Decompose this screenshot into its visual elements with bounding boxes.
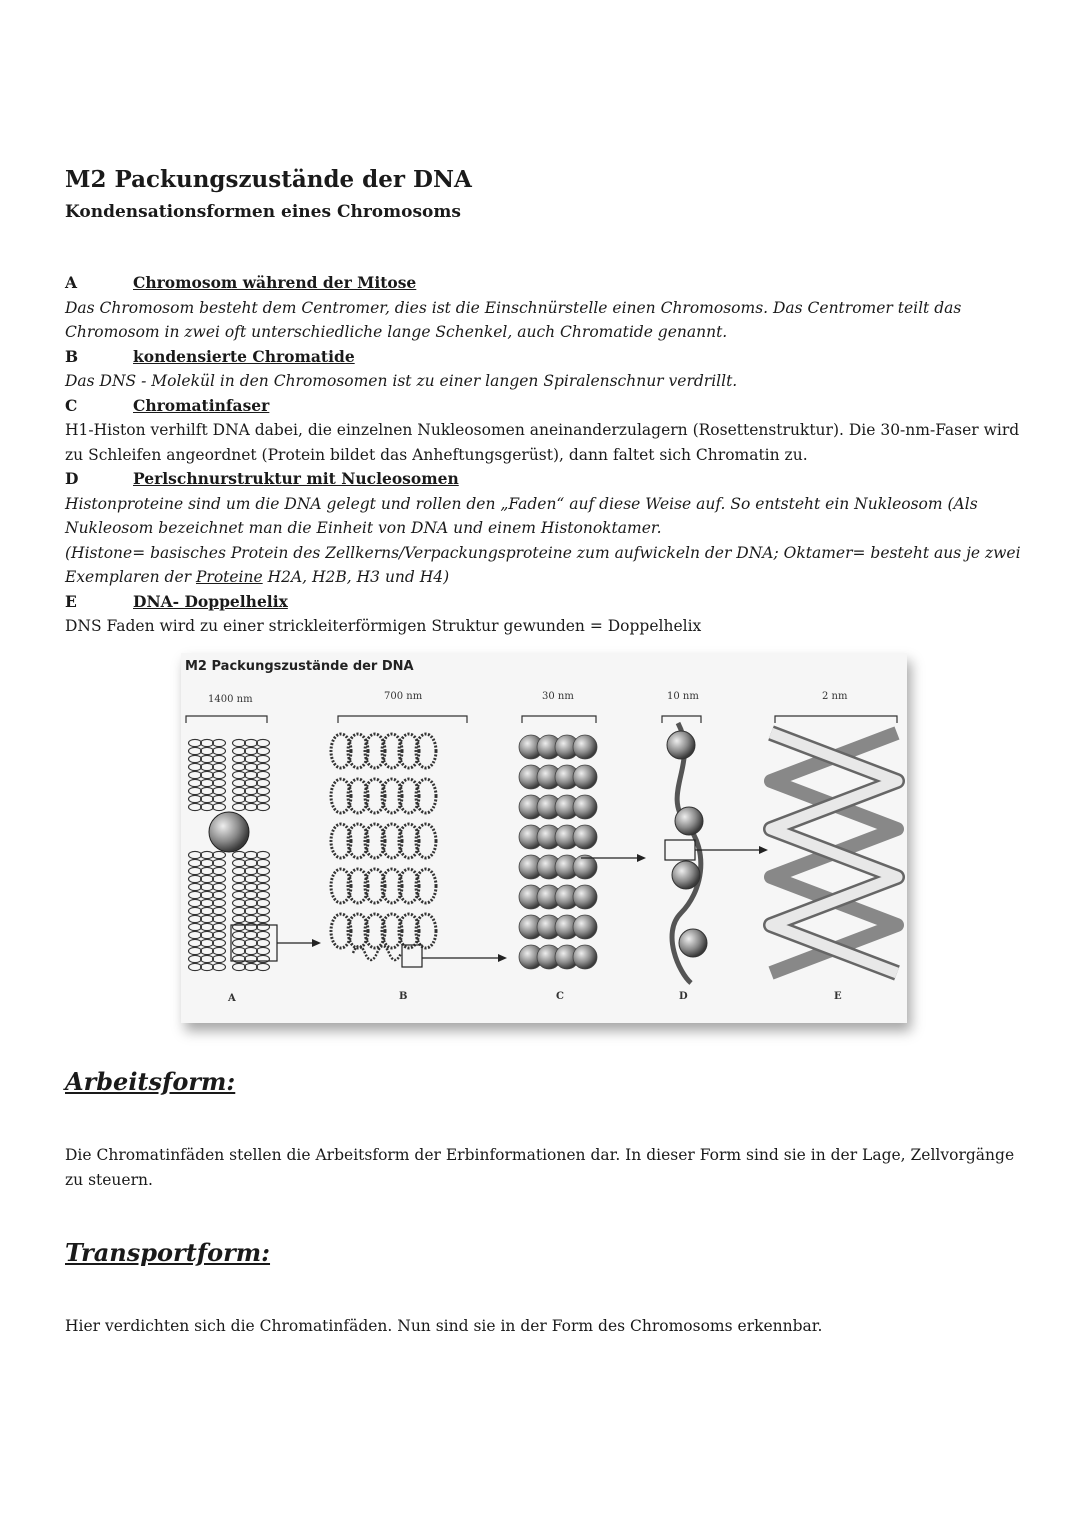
stage-label-d: D [679, 991, 688, 1002]
section-letter: D [65, 469, 79, 488]
chromatin-coil [257, 907, 270, 914]
chromatin-coil [189, 947, 202, 954]
chromatin-coil [201, 915, 214, 922]
nucleosome [675, 807, 703, 835]
chromatin-coil [245, 787, 258, 794]
dna-packing-figure [181, 653, 907, 1023]
chromatin-coil [213, 883, 226, 890]
chromatin-coil [213, 771, 226, 778]
arrow-head [312, 939, 321, 947]
chromatin-coil [245, 747, 258, 754]
chromatin-coil [233, 859, 246, 866]
chromatin-coil [189, 899, 202, 906]
chromatin-coil [245, 763, 258, 770]
chromatin-coil [189, 963, 202, 970]
chromatin-coil [213, 923, 226, 930]
chromatin-coil [189, 955, 202, 962]
nucleosome [573, 735, 597, 759]
chromatin-coil [189, 747, 202, 754]
chromatin-coil [201, 923, 214, 930]
chromatin-coil [201, 851, 214, 858]
chromatin-coil [189, 787, 202, 794]
chromatin-coil [213, 963, 226, 970]
chromatin-coil [189, 867, 202, 874]
chromatin-coil [189, 859, 202, 866]
chromatin-coil [245, 779, 258, 786]
chromatin-coil [245, 939, 258, 946]
chromatin-coil [189, 907, 202, 914]
chromatin-coil [245, 907, 258, 914]
chromatin-coil [189, 795, 202, 802]
scale-label-d: 10 nm [667, 691, 699, 702]
chromatin-coil [245, 875, 258, 882]
chromatin-coil [233, 875, 246, 882]
chromatin-coil [257, 763, 270, 770]
chromatin-coil [201, 891, 214, 898]
chromatin-coil [189, 779, 202, 786]
nucleosome [672, 861, 700, 889]
stage-label-e: E [834, 991, 842, 1002]
chromatin-coil [257, 883, 270, 890]
chromatin-coil [189, 931, 202, 938]
chromatin-coil [189, 875, 202, 882]
chromatin-coil [245, 771, 258, 778]
chromatin-coil [189, 891, 202, 898]
section-a-heading [65, 271, 1025, 296]
chromatin-coil [245, 739, 258, 746]
chromatin-coil [233, 763, 246, 770]
page-title: M2 Packungszustände der DNA [65, 166, 472, 193]
chromatin-coil [245, 891, 258, 898]
chromatin-coil [257, 859, 270, 866]
transportform-text: Hier verdichten sich die Chromatinfäden. Nun sind sie in der Form des Chromosoms erkennbar. [65, 1317, 823, 1335]
chromatin-coil [245, 963, 258, 970]
chromatin-coil [213, 787, 226, 794]
scale-label-a: 1400 nm [208, 694, 253, 705]
section-title: DNA- Doppelhelix [133, 591, 288, 611]
chromatin-coil [233, 803, 246, 810]
section-d-text: Histonproteine sind um die DNA gelegt und rollen den „Faden“ auf diese Weise auf. So entsteht ein Nukleosom (Als Nukleosom bezeichnet man die Einheit von DNA und einem Histonoktamer. [65, 494, 978, 537]
chromatin-coil [189, 771, 202, 778]
chromatin-coil [233, 867, 246, 874]
section-title: Chromosom während der Mitose [133, 273, 417, 292]
chromatin-coil [189, 803, 202, 810]
chromatin-coil [257, 947, 270, 954]
section-title: Chromatinfaser [133, 395, 270, 415]
chromatin-coil [233, 787, 246, 794]
chromatin-coil [189, 851, 202, 858]
section-c-text: H1-Histon verhilft DNA dabei, die einzelnen Nukleosomen aneinanderzulagern (Rosettenstruktur). Die 30-nm-Faser wird zu Schleifen angeordnet (Protein bildet das Anheftungsgerüst), dann faltet sich Chromatin zu. [65, 421, 1020, 464]
chromatin-coil [233, 771, 246, 778]
chromatin-coil [257, 867, 270, 874]
chromatin-coil [201, 867, 214, 874]
scale-label-e: 2 nm [822, 691, 848, 702]
section-title: kondensierte Chromatide [133, 346, 355, 366]
chromatin-coil [201, 787, 214, 794]
chromatin-coil [233, 939, 246, 946]
chromatin-coil [213, 803, 226, 810]
page-subtitle: Kondensationsformen eines Chromosoms [65, 202, 461, 222]
chromatin-coil [233, 947, 246, 954]
chromatin-coil [201, 771, 214, 778]
chromatin-coil [245, 899, 258, 906]
chromatin-coil [257, 931, 270, 938]
stage-label-a: A [228, 993, 236, 1004]
chromatin-coil [201, 747, 214, 754]
chromatin-coil [233, 891, 246, 898]
chromatin-coil [201, 955, 214, 962]
chromatin-coil [245, 803, 258, 810]
chromatin-coil [245, 931, 258, 938]
sections-list [65, 271, 1025, 639]
chromatin-coil [233, 963, 246, 970]
chromatin-coil [245, 859, 258, 866]
chromatin-coil [201, 795, 214, 802]
chromatin-coil [257, 755, 270, 762]
chromatin-coil [213, 915, 226, 922]
chromatin-coil [257, 787, 270, 794]
chromatin-coil [257, 939, 270, 946]
chromatin-coil [213, 779, 226, 786]
chromatin-coil [189, 739, 202, 746]
nucleosome [573, 915, 597, 939]
section-d-heading [65, 467, 1025, 492]
chromatin-coil [213, 795, 226, 802]
nucleosome [573, 885, 597, 909]
chromatin-coil [233, 755, 246, 762]
section-letter: C [65, 395, 78, 415]
chromatin-coil [201, 763, 214, 770]
chromatin-coil [257, 891, 270, 898]
chromatin-coil [189, 763, 202, 770]
section-d-note [65, 541, 1025, 590]
section-b-text: Das DNS - Molekül in den Chromosomen ist zu einer langen Spiralenschnur verdrillt. [65, 372, 738, 390]
chromatin-coil [233, 747, 246, 754]
section-letter: A [65, 273, 78, 292]
chromatin-coil [213, 755, 226, 762]
section-e-heading [65, 590, 1025, 615]
chromatin-coil [189, 915, 202, 922]
chromatin-coil [245, 947, 258, 954]
chromatin-coil [257, 915, 270, 922]
section-e-text: DNS Faden wird zu einer strickleiterförmigen Struktur gewunden = Doppelhelix [65, 617, 702, 635]
chromatin-coil [257, 795, 270, 802]
nucleosome [573, 825, 597, 849]
chromatin-coil [213, 939, 226, 946]
chromatin-coil [189, 755, 202, 762]
chromatin-coil [201, 907, 214, 914]
chromatin-coil [257, 803, 270, 810]
chromatin-coil [213, 891, 226, 898]
chromatin-coil [201, 947, 214, 954]
chromatin-coil [233, 779, 246, 786]
chromatin-coil [201, 963, 214, 970]
note-text: (Histone= basisches Protein des Zellkerns/Verpackungsproteine zum aufwickeln der DNA; Oktamer= besteht aus je zwei Exemplaren der [65, 543, 1021, 586]
chromatin-coil [245, 755, 258, 762]
chromatin-coil [213, 867, 226, 874]
arrow-head [498, 954, 507, 962]
note-text-end: H2A, H2B, H3 und H4) [262, 568, 450, 586]
chromatin-coil [201, 931, 214, 938]
chromatin-coil [233, 915, 246, 922]
chromatin-coil [233, 907, 246, 914]
chromatin-coil [201, 803, 214, 810]
section-a-text: Das Chromosom besteht dem Centromer, dies ist die Einschnürstelle einen Chromosoms. Das Centromer teilt das Chromosom in zwei oft unterschiedliche lange Schenkel, auch Chromatide genannt. [65, 298, 962, 341]
chromatin-coil [233, 851, 246, 858]
chromatin-coil [257, 747, 270, 754]
chromatin-coil [213, 763, 226, 770]
scale-bracket [338, 716, 467, 723]
zoom-box [665, 840, 695, 860]
section-letter: B [65, 346, 79, 366]
nucleosome [573, 945, 597, 969]
chromatin-coil [189, 883, 202, 890]
chromatin-coil [201, 875, 214, 882]
chromatin-coil [257, 851, 270, 858]
chromatin-coil [245, 867, 258, 874]
figure-title: M2 Packungszustände der DNA [185, 659, 414, 674]
stage-label-c: C [556, 991, 564, 1002]
centromere [209, 812, 249, 852]
chromatin-coil [201, 755, 214, 762]
chromatin-coil [233, 795, 246, 802]
chromatin-coil [245, 883, 258, 890]
chromatin-coil [213, 739, 226, 746]
chromatin-coil [245, 851, 258, 858]
nucleosome [573, 765, 597, 789]
nucleosome [573, 795, 597, 819]
arbeitsform-text: Die Chromatinfäden stellen die Arbeitsform der Erbinformationen dar. In dieser Form sind sie in der Lage, Zellvorgänge zu steuern. [65, 1146, 1015, 1189]
chromatin-coil [233, 931, 246, 938]
chromatin-coil [201, 899, 214, 906]
chromatin-coil [257, 779, 270, 786]
chromatin-coil [213, 859, 226, 866]
chromatin-coil [233, 739, 246, 746]
chromatin-coil [233, 899, 246, 906]
proteine-link[interactable]: Proteine [195, 568, 263, 586]
nucleosome [679, 929, 707, 957]
scale-bracket [522, 716, 596, 723]
chromatin-coil [213, 955, 226, 962]
chromatin-coil [201, 939, 214, 946]
section-c-heading [65, 394, 1025, 419]
chromatin-coil [257, 875, 270, 882]
chromatin-coil [189, 939, 202, 946]
chromatin-coil [189, 923, 202, 930]
chromatin-coil [213, 851, 226, 858]
arbeitsform-heading: Arbeitsform: [65, 1067, 236, 1096]
nucleosome [667, 731, 695, 759]
dna-packing-illustration [181, 653, 907, 1023]
chromatin-coil [213, 899, 226, 906]
scale-label-c: 30 nm [542, 691, 574, 702]
scale-label-b: 700 nm [384, 691, 423, 702]
transportform-heading: Transportform: [65, 1238, 271, 1267]
scale-bracket [186, 716, 267, 723]
scale-bracket [775, 716, 897, 723]
chromatin-coil [201, 883, 214, 890]
chromatin-coil [213, 947, 226, 954]
chromatin-coil [213, 931, 226, 938]
chromatin-coil [257, 963, 270, 970]
arrow-head [759, 846, 768, 854]
section-letter: E [65, 591, 77, 611]
arrow-head [637, 854, 646, 862]
section-b-heading [65, 345, 1025, 370]
chromatin-coil [201, 859, 214, 866]
chromatin-coil [213, 747, 226, 754]
chromatin-coil [257, 771, 270, 778]
chromatin-coil [201, 739, 214, 746]
chromatin-coil [257, 739, 270, 746]
stage-label-b: B [399, 991, 408, 1002]
chromatin-coil [201, 779, 214, 786]
section-title: Perlschnurstruktur mit Nucleosomen [133, 469, 459, 488]
chromatin-coil [245, 795, 258, 802]
chromatin-coil [245, 915, 258, 922]
chromatin-coil [213, 907, 226, 914]
scale-bracket [662, 716, 701, 723]
chromatin-coil [257, 899, 270, 906]
chromatin-coil [213, 875, 226, 882]
chromatin-coil [233, 883, 246, 890]
